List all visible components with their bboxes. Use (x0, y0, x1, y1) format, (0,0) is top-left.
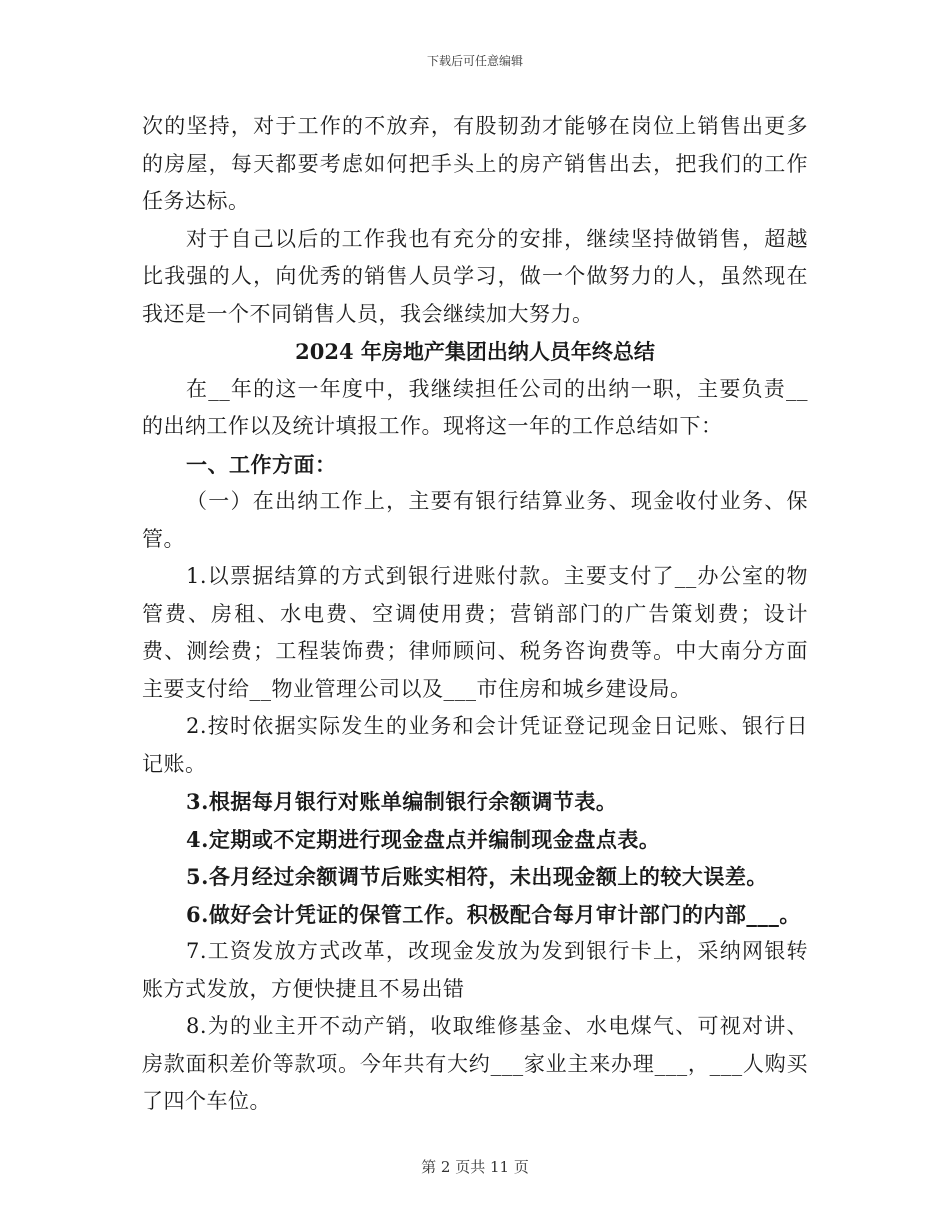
section-title: 2024 年房地产集团出纳人员年终总结 (295, 339, 655, 364)
heading-work-aspects: 一、工作方面： (186, 451, 337, 477)
document-body (142, 108, 808, 1121)
list-item-6: 6.做好会计凭证的保管工作。积极配合每月审计部门的内部___。 (186, 901, 801, 927)
list-item-2: 2.按时依据实际发生的业务和会计凭证登记现金日记账、银行日记账。 (142, 714, 808, 776)
page-footer: 第 2 页共 11 页 (421, 1158, 529, 1176)
list-item-3: 3.根据每月银行对账单编制银行余额调节表。 (186, 789, 618, 814)
list-item-1: 1.以票据结算的方式到银行进账付款。主要支付了__办公室的物管费、房租、水电费、空调使用费；营销部门的广告策划费；设计费、测绘费；工程装饰费；律师顾问、税务咨询费等。中大南分方面主要支付给__物业管理公司以及___市住房和城乡建设局。 (142, 564, 808, 701)
page-header: 下载后可任意编辑 (426, 54, 523, 68)
paragraph-cashier-work: （一）在出纳工作上，主要有银行结算业务、现金收付业务、保管。 (142, 489, 808, 551)
list-item-5: 5.各月经过余额调节后账实相符，未出现金额上的较大误差。 (186, 864, 768, 889)
list-item-7: 7.工资发放方式改革，改现金发放为发到银行卡上，采纳网银转账方式发放，方便快捷且不易出错 (142, 939, 808, 1001)
list-item-4: 4.定期或不定期进行现金盘点并编制现金盘点表。 (186, 826, 661, 852)
list-item-8: 8.为的业主开不动产销，收取维修基金、水电煤气、可视对讲、房款面积差价等款项。今年共有大约___家业主来办理___，___人购买了四个车位。 (142, 1014, 808, 1113)
paragraph-intro: 在__年的这一年度中，我继续担任公司的出纳一职，主要负责__的出纳工作以及统计填报工作。现将这一年的工作总结如下： (142, 376, 808, 438)
paragraph-future-plan: 对于自己以后的工作我也有充分的安排，继续坚持做销售，超越比我强的人，向优秀的销售人员学习，做一个做努力的人，虽然现在我还是一个不同销售人员，我会继续加大努力。 (142, 226, 808, 326)
paragraph-continuation: 次的坚持，对于工作的不放弃，有股韧劲才能够在岗位上销售出更多的房屋，每天都要考虑如何把手头上的房产销售出去，把我们的工作任务达标。 (142, 114, 808, 213)
